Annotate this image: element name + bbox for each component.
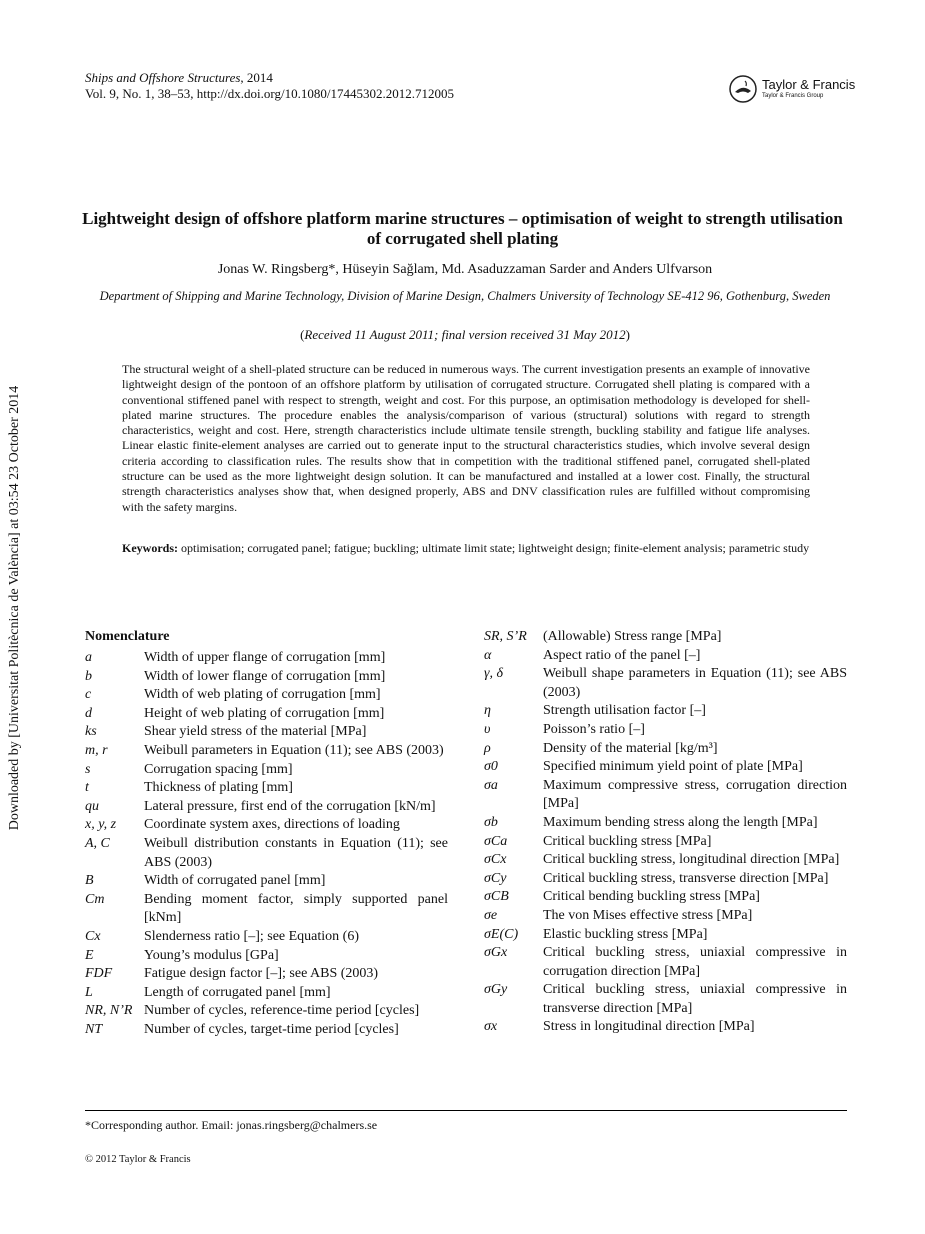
- nomenclature-row: [85, 1002, 448, 1021]
- nomenclature-row: [85, 798, 448, 817]
- nomenclature-definition: Coordinate system axes, directions of loading: [144, 817, 400, 833]
- journal-year: , 2014: [240, 70, 273, 85]
- nomenclature-symbol: α: [484, 647, 492, 663]
- nomenclature-symbol: σe: [484, 907, 498, 923]
- nomenclature-row: [484, 926, 847, 945]
- received-dates: (Received 11 August 2011; final version received 31 May 2012): [300, 327, 630, 342]
- corresponding-author-footnote: *Corresponding author. Email: jonas.ringsberg@chalmers.se: [85, 1118, 378, 1132]
- nomenclature-row: [85, 816, 448, 835]
- publisher-name: Taylor & Francis: [762, 77, 856, 92]
- received-text: Received 11 August 2011; final version received 31 May 2012: [304, 327, 626, 342]
- nomenclature-row: [484, 721, 847, 740]
- nomenclature-definition: Stress in longitudinal direction [MPa]: [543, 1019, 755, 1035]
- nomenclature-definition: Young’s modulus [GPa]: [144, 947, 279, 963]
- nomenclature-definition: Width of lower flange of corrugation [mm]: [144, 668, 386, 684]
- nomenclature-row: [85, 872, 448, 891]
- nomenclature-row: [484, 833, 847, 852]
- nomenclature-symbol: t: [85, 780, 89, 796]
- nomenclature-symbol: x, y, z: [85, 817, 117, 833]
- nomenclature-definition: Thickness of plating [mm]: [144, 780, 293, 796]
- nomenclature-definition: The von Mises effective stress [MPa]: [543, 907, 753, 923]
- nomenclature-row: [484, 665, 847, 702]
- publisher-group: Taylor & Francis Group: [762, 93, 824, 99]
- nomenclature-row: [484, 888, 847, 907]
- nomenclature-symbol: ρ: [484, 740, 491, 756]
- copyright: © 2012 Taylor & Francis: [85, 1154, 191, 1165]
- nomenclature-definition: Lateral pressure, first end of the corrugation [kN/m]: [144, 798, 436, 814]
- nomenclature-row: [484, 814, 847, 833]
- nomenclature-symbol: NT: [85, 1021, 103, 1037]
- nomenclature-symbol: σb: [484, 814, 498, 830]
- download-watermark: [0, 0, 20, 1234]
- nomenclature-definition: Critical bending buckling stress [MPa]: [543, 889, 760, 905]
- nomenclature-definition: Maximum compressive stress, corrugation direction [MPa]: [543, 777, 847, 812]
- nomenclature-symbol: σ0: [484, 759, 498, 775]
- nomenclature-definition: Bending moment factor, simply supported panel [kNm]: [144, 891, 448, 926]
- nomenclature-definition: Weibull shape parameters in Equation (11); see ABS (2003): [543, 666, 847, 700]
- nomenclature-symbol: σCB: [484, 889, 509, 905]
- nomenclature-row: [484, 907, 847, 926]
- nomenclature-row: [484, 628, 847, 647]
- nomenclature-definition: Width of web plating of corrugation [mm]: [144, 687, 381, 703]
- footnote-divider: [85, 1110, 847, 1111]
- nomenclature-row: [484, 702, 847, 721]
- nomenclature-row: [85, 1021, 448, 1040]
- nomenclature-symbol: ks: [85, 724, 97, 740]
- lamp-icon: [728, 74, 758, 104]
- nomenclature-symbol: σE(C): [484, 926, 519, 942]
- nomenclature-definition: Width of corrugated panel [mm]: [144, 873, 326, 889]
- nomenclature-definition: Strength utilisation factor [–]: [543, 703, 706, 719]
- nomenclature-row: [484, 1018, 847, 1037]
- keywords: [122, 541, 810, 556]
- nomenclature-symbol: s: [85, 761, 91, 777]
- journal-name: Ships and Offshore Structures: [85, 70, 241, 85]
- affiliation: Department of Shipping and Marine Technology, Division of Marine Design, Chalmers University of Technology SE-412 96, Gothenburg, Sweden: [99, 289, 831, 303]
- nomenclature-row: [85, 723, 448, 742]
- article-title: Lightweight design of offshore platform marine structures – optimisation of weight to strength utilisation of corrugated shell plating: [82, 209, 843, 248]
- nomenclature-row: [484, 851, 847, 870]
- nomenclature-symbol: Cx: [85, 928, 101, 944]
- nomenclature-symbol: FDF: [85, 966, 113, 982]
- nomenclature-definition: Weibull parameters in Equation (11); see ABS (2003): [144, 742, 444, 758]
- nomenclature-row: [484, 981, 847, 1018]
- nomenclature-row: [85, 649, 448, 668]
- abstract: The structural weight of a shell-plated structure can be reduced in numerous ways. The current investigation presents an example of innovative lightweight design of the pontoon of an offshore platform by utilisation of corrugated structure. Corrugated shell plating is compared with a conventional stiffened panel with respect to strength, weight and cost. For this purpose, an optimisation methodology is developed for shell-plated marine structures. The procedure enables the analysis/comparison of various (structural) solutions with regard to strength characteristics, weight and cost. Here, strength characteristics include ultimate tensile strength, buckling stability and fatigue life analyses. Linear elastic finite-element analyses are carried out to generate input to the structural characteristics studies, which involve several design criteria according to classification rules. The results show that in competition with the traditional stiffened panel, corrugated shell-plated structure can be used as the more lightweight design solution. It can be manufactured and installed at a lower cost. Finally, the structural strength characteristics analyses show that, when designed properly, ABS and DNV classification rules are fulfilled without compromising with the safety margins.: [122, 362, 810, 514]
- nomenclature-row: [484, 944, 847, 981]
- nomenclature-symbol: c: [85, 687, 92, 703]
- nomenclature-row: [85, 984, 448, 1003]
- nomenclature-definition: Shear yield stress of the material [MPa]: [144, 724, 367, 740]
- nomenclature-symbol: σCx: [484, 852, 507, 868]
- nomenclature-definition: Specified minimum yield point of plate [MPa]: [543, 759, 803, 775]
- nomenclature-row: [85, 686, 448, 705]
- nomenclature-row: [85, 761, 448, 780]
- nomenclature-right-column: [484, 628, 847, 1037]
- nomenclature-symbol: d: [85, 705, 92, 721]
- nomenclature-symbol: σCa: [484, 833, 508, 849]
- nomenclature-row: [85, 705, 448, 724]
- nomenclature-row: [484, 758, 847, 777]
- nomenclature-definition: Number of cycles, reference-time period [cycles]: [144, 1003, 420, 1019]
- nomenclature-row: [85, 947, 448, 966]
- nomenclature-definition: Length of corrugated panel [mm]: [144, 984, 331, 1000]
- nomenclature-row: [85, 891, 448, 928]
- nomenclature-definition: (Allowable) Stress range [MPa]: [543, 629, 722, 644]
- nomenclature-definition: Number of cycles, target-time period [cycles]: [144, 1021, 399, 1037]
- nomenclature-definition: Maximum bending stress along the length [MPa]: [543, 814, 818, 830]
- nomenclature-definition: Critical buckling stress, uniaxial compressive in transverse direction [MPa]: [543, 982, 847, 1016]
- nomenclature-symbol: m, r: [85, 742, 108, 758]
- nomenclature-symbol: σGy: [484, 982, 508, 998]
- nomenclature-symbol: σGx: [484, 945, 508, 961]
- nomenclature-symbol: B: [85, 873, 94, 889]
- nomenclature-symbol: a: [85, 650, 92, 665]
- nomenclature-row: [484, 647, 847, 666]
- citation-doi[interactable]: Vol. 9, No. 1, 38–53, http://dx.doi.org/10.1080/17445302.2012.712005: [85, 86, 454, 101]
- nomenclature-symbol: L: [85, 984, 93, 1000]
- nomenclature-symbol: NR, N’R: [85, 1003, 133, 1019]
- nomenclature-symbol: υ: [484, 721, 491, 737]
- nomenclature-symbol: b: [85, 668, 92, 684]
- nomenclature-symbol: γ, δ: [484, 666, 504, 682]
- nomenclature-definition: Poisson’s ratio [–]: [543, 721, 645, 737]
- nomenclature-definition: Height of web plating of corrugation [mm]: [144, 705, 385, 721]
- nomenclature-definition: Width of upper flange of corrugation [mm]: [144, 650, 386, 665]
- nomenclature-row: [484, 870, 847, 889]
- nomenclature-row: [85, 779, 448, 798]
- keywords-label: Keywords:: [122, 541, 178, 555]
- nomenclature-definition: Critical buckling stress, transverse direction [MPa]: [543, 870, 829, 886]
- nomenclature-definition: Slenderness ratio [–]; see Equation (6): [144, 928, 359, 944]
- nomenclature-row: [85, 668, 448, 687]
- nomenclature-symbol: σa: [484, 777, 498, 793]
- nomenclature-symbol: SR, S’R: [484, 629, 527, 644]
- nomenclature-definition: Weibull distribution constants in Equation (11); see ABS (2003): [144, 835, 448, 870]
- nomenclature-definition: Critical buckling stress [MPa]: [543, 833, 712, 849]
- nomenclature-left-column: [85, 628, 448, 1039]
- nomenclature-symbol: σx: [484, 1019, 498, 1035]
- nomenclature-symbol: Cm: [85, 891, 105, 907]
- keywords-list: optimisation; corrugated panel; fatigue; buckling; ultimate limit state; lightweight design; finite-element analysis; parametric study: [181, 541, 810, 555]
- nomenclature-row: [85, 965, 448, 984]
- nomenclature-definition: Critical buckling stress, longitudinal direction [MPa]: [543, 852, 840, 868]
- nomenclature-symbol: σCy: [484, 870, 507, 886]
- authors: Jonas W. Ringsberg*, Hüseyin Sağlam, Md. Asaduzzaman Sarder and Anders Ulfvarson: [217, 262, 713, 277]
- publisher-logo: [728, 74, 858, 106]
- nomenclature-row: [85, 928, 448, 947]
- nomenclature-definition: Fatigue design factor [–]; see ABS (2003): [144, 966, 379, 982]
- nomenclature-symbol: qu: [85, 798, 99, 814]
- nomenclature-symbol: A, C: [85, 835, 110, 851]
- nomenclature-row: [484, 777, 847, 814]
- nomenclature-row: [85, 835, 448, 872]
- nomenclature-symbol: η: [484, 703, 491, 719]
- nomenclature-definition: Aspect ratio of the panel [–]: [543, 647, 701, 663]
- nomenclature-heading: Nomenclature: [85, 629, 170, 644]
- nomenclature-definition: Density of the material [kg/m³]: [543, 740, 718, 756]
- download-note: Downloaded by [Universitat Politècnica de València] at 03:54 23 October 2014: [7, 385, 22, 831]
- nomenclature-definition: Critical buckling stress, uniaxial compressive in corrugation direction [MPa]: [543, 945, 847, 979]
- nomenclature-row: [484, 740, 847, 759]
- nomenclature-row: [85, 742, 448, 761]
- nomenclature-definition: Corrugation spacing [mm]: [144, 761, 293, 777]
- nomenclature-definition: Elastic buckling stress [MPa]: [543, 926, 708, 942]
- nomenclature-symbol: E: [85, 947, 94, 963]
- journal-header: [85, 70, 454, 102]
